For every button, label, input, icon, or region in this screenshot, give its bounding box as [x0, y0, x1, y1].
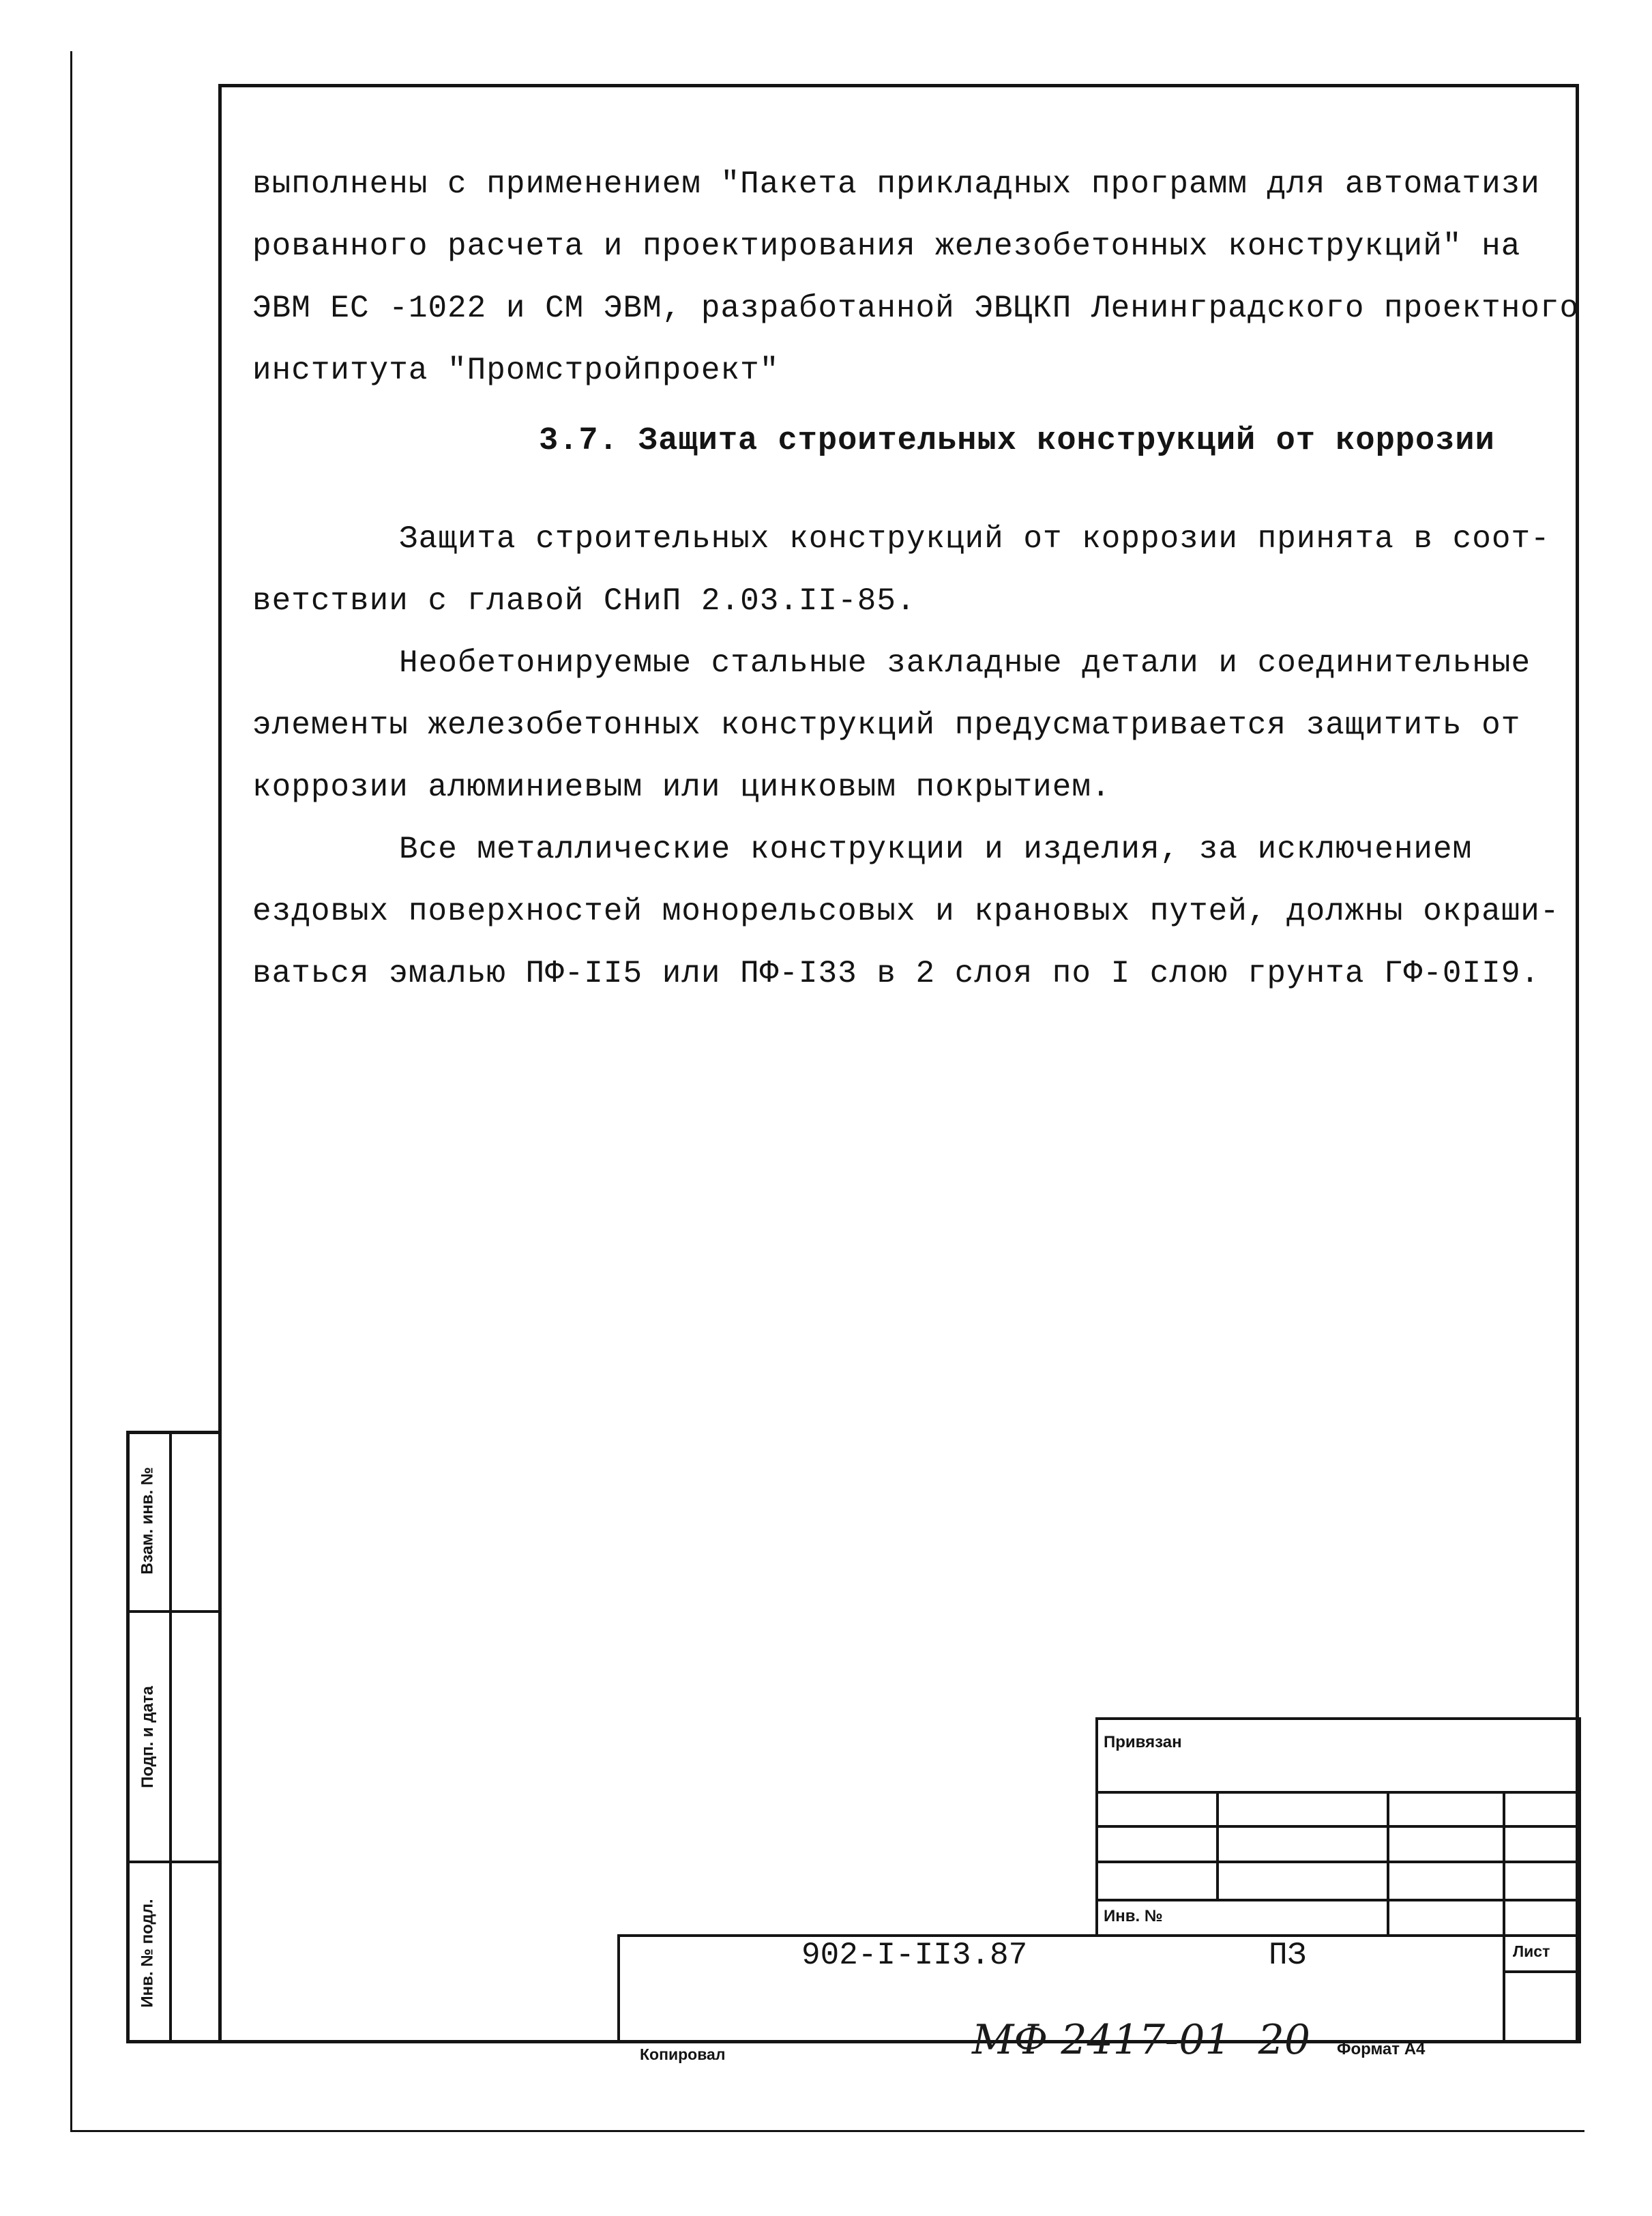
binding-row-line [1095, 1791, 1581, 1794]
binding-col-line [1387, 1791, 1389, 1937]
text-line: Все металлические конструкции и изделия, за исключением [399, 832, 1473, 867]
paragraph-2 [252, 508, 1569, 632]
project-code: 902-I-II3.87 [801, 1938, 1028, 1973]
side-strip-divider [169, 1431, 172, 2043]
paragraph-4 [252, 819, 1569, 1005]
text-line: ездовых поверхностей монорельсовых и крановых путей, должны окраши- [252, 894, 1560, 929]
handwritten-code [972, 2016, 1310, 2064]
paragraph-3 [252, 632, 1569, 819]
binding-row-line [1095, 1861, 1581, 1863]
bottom-scan-edge [70, 2130, 1584, 2132]
text-line: выполнены с применением "Пакета прикладных программ для автоматизи [252, 166, 1540, 202]
side-label-sign: Подп. и дата [138, 1685, 158, 1788]
document-type: ПЗ [1269, 1938, 1307, 1973]
handwritten-number: 20 [1258, 2016, 1310, 2064]
left-scan-edge [70, 51, 72, 2132]
binding-col-line [1216, 1791, 1219, 1899]
binding-row-line [1095, 1825, 1581, 1828]
sheet-cell-divider [1503, 1970, 1581, 1973]
side-label-inv: Инв. № подл. [138, 1899, 157, 2008]
binding-stamp-label: Привязан [1104, 1733, 1182, 1751]
text-line: ветствии с главой СНиП 2.03.II-85. [252, 583, 916, 619]
sheet-label: Лист [1513, 1942, 1550, 1960]
handwritten-code-text: МФ 2417-01 [972, 2016, 1231, 2064]
side-label-vzam: Взам. инв. № [138, 1466, 158, 1575]
section-heading: 3.7. Защита строительных конструкций от коррозии [539, 423, 1495, 459]
text-line: Необетонируемые стальные закладные детали и соединительные [399, 645, 1531, 681]
text-line: Защита строительных конструкций от коррозии принята в соот- [399, 521, 1550, 557]
text-line: коррозии алюминиевым или цинковым покрытием. [252, 770, 1111, 805]
paragraph-1 [252, 154, 1580, 402]
text-line: института "Промстройпроект" [252, 353, 780, 388]
text-line: ЭВМ ЕС -1022 и СМ ЭВМ, разработанной ЭВЦКП Ленинградского проектного [252, 291, 1580, 326]
inv-no-label: Инв. № [1104, 1907, 1163, 1925]
text-line: ваться эмалью ПФ-II5 или ПФ-I33 в 2 слоя по I слою грунта ГФ-0II9. [252, 956, 1540, 991]
binding-row-line [1095, 1899, 1581, 1901]
copied-label: Копировал [640, 2045, 726, 2063]
format-label: Формат А4 [1337, 2040, 1426, 2058]
text-line: рованного расчета и проектирования железобетонных конструкций" на [252, 229, 1521, 264]
text-line: элементы железобетонных конструкций предусматривается защитить от [252, 708, 1521, 743]
